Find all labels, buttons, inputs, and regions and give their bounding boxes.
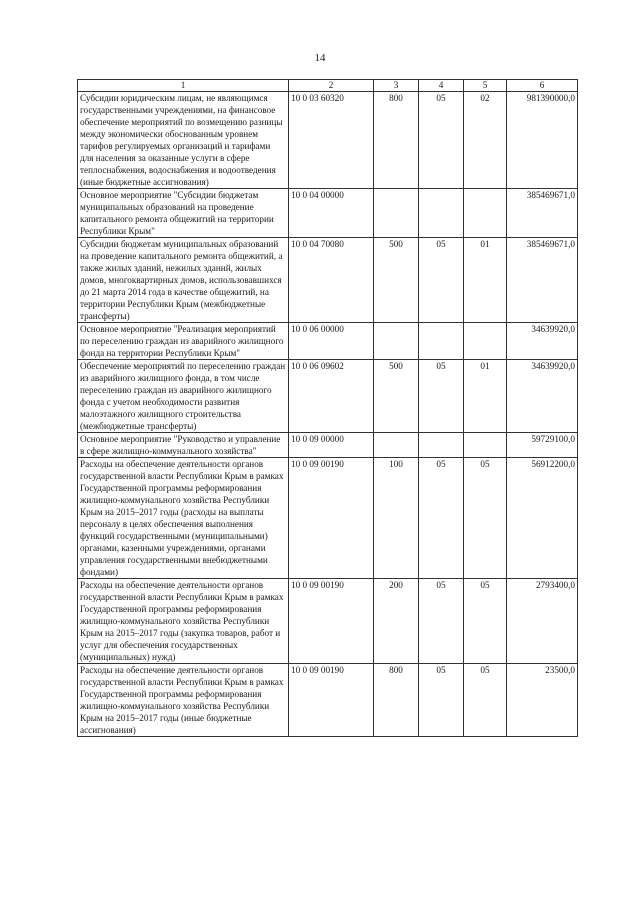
row-target-code: 10 0 09 00190 [289,664,374,737]
row-section: 05 [419,458,464,579]
row-subsection: 01 [464,360,507,433]
column-header: 6 [507,80,578,92]
row-description: Основное мероприятие "Реализация мероприятий по переселению граждан из аварийного жилищного фонда на территории Республики Крым" [78,323,289,360]
row-description: Основное мероприятие "Руководство и управление в сфере жилищно-коммунального хозяйства" [78,433,289,458]
column-header: 4 [419,80,464,92]
row-section: 05 [419,92,464,189]
row-subsection [464,323,507,360]
row-section [419,189,464,238]
row-subsection: 02 [464,92,507,189]
column-header: 2 [289,80,374,92]
row-description: Субсидии бюджетам муниципальных образований на проведение капитального ремонта общежитий, а также жилых зданий, нежилых зданий, жилых домов, многоквартирных домов, использовавшихся до 21 марта 2014 года в качестве общежитий, на территории Республики Крым (межбюджетные трансферты) [78,238,289,323]
row-description: Расходы на обеспечение деятельности органов государственной власти Республики Крым в рамках Государственной программы реформирования жилищно-коммунального хозяйства Республики Крым на 2015–2017 годы (иные бюджетные ассигнования) [78,664,289,737]
row-description: Обеспечение мероприятий по переселению граждан из аварийного жилищного фонда, в том числе переселению граждан из аварийного жилищного фонда с учетом необходимости развития малоэтажного жилищного строительства (межбюджетные трансферты) [78,360,289,433]
row-amount: 385469671,0 [507,189,578,238]
row-amount: 2793400,0 [507,579,578,664]
row-expense-type: 500 [374,360,419,433]
row-target-code: 10 0 06 09602 [289,360,374,433]
row-subsection: 05 [464,579,507,664]
table-row [78,433,578,458]
row-section [419,433,464,458]
table-header-row [78,80,578,92]
row-subsection: 05 [464,458,507,579]
table-row [78,238,578,323]
row-section: 05 [419,664,464,737]
table-row [78,92,578,189]
row-target-code: 10 0 04 70080 [289,238,374,323]
row-amount: 981390000,0 [507,92,578,189]
table-row [78,360,578,433]
row-amount: 59729100,0 [507,433,578,458]
table-row [78,664,578,737]
table-row [78,579,578,664]
row-target-code: 10 0 03 60320 [289,92,374,189]
row-amount: 56912200,0 [507,458,578,579]
column-header: 1 [78,80,289,92]
row-expense-type: 100 [374,458,419,579]
row-description: Расходы на обеспечение деятельности органов государственной власти Республики Крым в рамках Государственной программы реформирования жилищно-коммунального хозяйства Республики Крым на 2015–2017 годы (расходы на выплаты персоналу в целях обеспечения выполнения функций государственными (муниципальными) органами, казенными учреждениями, органами управления государственными внебюджетными фондами) [78,458,289,579]
row-amount: 34639920,0 [507,323,578,360]
table-row [78,189,578,238]
row-amount: 23500,0 [507,664,578,737]
row-target-code: 10 0 06 00000 [289,323,374,360]
row-subsection: 01 [464,238,507,323]
row-description: Субсидии юридическим лицам, не являющимся государственными учреждениями, на финансовое обеспечение мероприятий по возмещению разницы между экономически обоснованным уровнем тарифов регулируемых организаций и тарифами для населения за оказанные услуги в сфере теплоснабжения, водоснабжения и водоотведения (иные бюджетные ассигнования) [78,92,289,189]
row-section: 05 [419,579,464,664]
table-row [78,458,578,579]
row-expense-type: 200 [374,579,419,664]
row-expense-type: 500 [374,238,419,323]
row-subsection [464,433,507,458]
row-description: Расходы на обеспечение деятельности органов государственной власти Республики Крым в рамках Государственной программы реформирования жилищно-коммунального хозяйства Республики Крым на 2015–2017 годы (закупка товаров, работ и услуг для обеспечения государственных (муниципальных) нужд) [78,579,289,664]
row-target-code: 10 0 04 00000 [289,189,374,238]
row-expense-type: 800 [374,664,419,737]
row-target-code: 10 0 09 00190 [289,579,374,664]
table-row [78,323,578,360]
row-amount: 385469671,0 [507,238,578,323]
budget-table [77,79,578,737]
row-section [419,323,464,360]
row-section: 05 [419,238,464,323]
row-subsection: 05 [464,664,507,737]
row-subsection [464,189,507,238]
row-section: 05 [419,360,464,433]
row-expense-type [374,433,419,458]
row-expense-type: 800 [374,92,419,189]
row-target-code: 10 0 09 00000 [289,433,374,458]
row-expense-type [374,323,419,360]
column-header: 3 [374,80,419,92]
row-description: Основное мероприятие "Субсидии бюджетам муниципальных образований на проведение капитального ремонта общежитий на территории Республики Крым" [78,189,289,238]
row-expense-type [374,189,419,238]
column-header: 5 [464,80,507,92]
row-amount: 34639920,0 [507,360,578,433]
page-number: 14 [314,52,326,64]
row-target-code: 10 0 09 00190 [289,458,374,579]
